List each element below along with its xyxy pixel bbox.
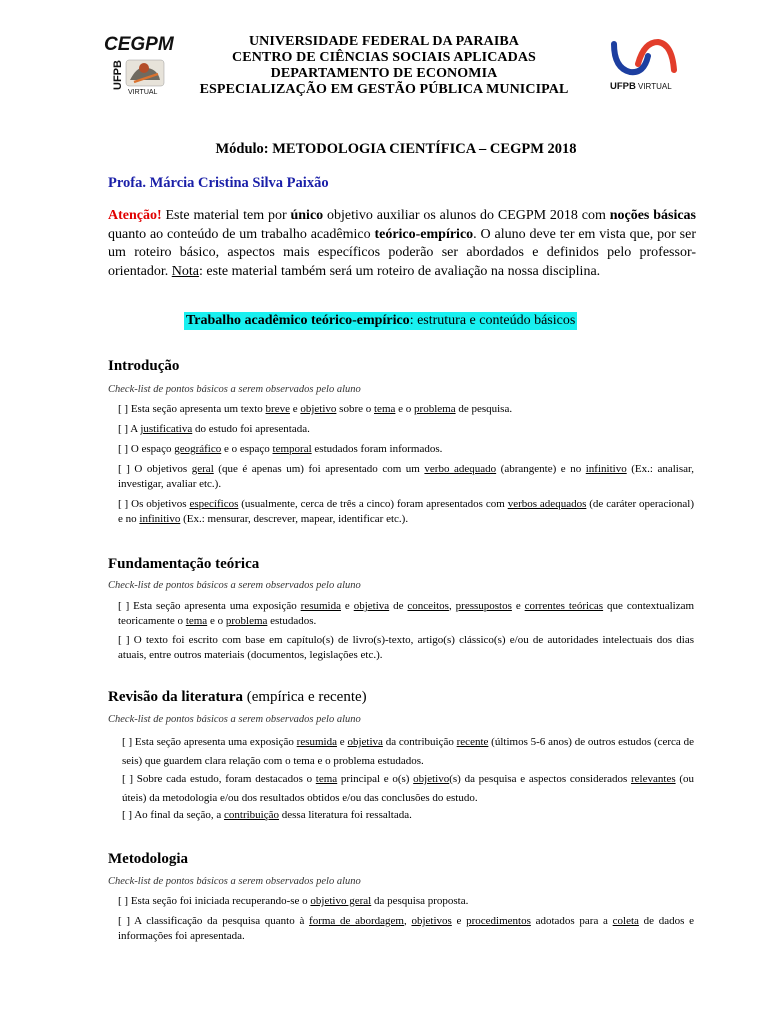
svg-text:UFPB: UFPB	[112, 60, 124, 90]
checklist-item: [ ] Ao final da seção, a contribuição dessa literatura foi ressaltada.	[122, 809, 412, 821]
professor-name: Profa. Márcia Cristina Silva Paixão	[108, 175, 329, 191]
header-centro: CENTRO DE CIÊNCIAS SOCIAIS APLICADAS	[232, 50, 536, 65]
checklist-item: [ ] Esta seção apresenta um texto breve e objetivo sobre o tema e o problema de pesquisa.	[118, 403, 513, 415]
module-title: Módulo: METODOLOGIA CIENTÍFICA – CEGPM 2018	[215, 141, 577, 157]
checklist-note: Check-list de pontos básicos a serem observados pelo aluno	[108, 714, 361, 725]
checklist-item: [ ] O espaço geográfico e o espaço temporal estudados foram informados.	[118, 443, 443, 455]
section-title-revisao: Revisão da literatura (empírica e recente)	[108, 689, 367, 705]
checklist-note: Check-list de pontos básicos a serem observados pelo aluno	[108, 384, 361, 395]
checklist-note: Check-list de pontos básicos a serem observados pelo aluno	[108, 876, 361, 887]
attention-paragraph: Atenção! Este material tem por único objetivo auxiliar os alunos do CEGPM 2018 com noções básicas quanto ao conteúdo de um trabalho acadêmico teórico-empírico. O aluno deve ter em vista que, por ser um roteiro básico, aspectos mais específicos poderão ser abordados e definidos pelo professor-orientador. Nota: este material também será um roteiro de avaliação na nossa disciplina.	[108, 208, 697, 279]
header-departamento: DEPARTAMENTO DE ECONOMIA	[270, 66, 498, 81]
checklist-item: [ ] Esta seção foi iniciada recuperando-se o objetivo geral da pesquisa proposta.	[118, 895, 469, 907]
checklist-item: [ ] Sobre cada estudo, foram destacados o tema principal e o(s) objetivo(s) da pesquisa e aspectos considerados relevantes (ou úteis) da metodologia e/ou dos resultados obtidos e/ou das conclusões do estudo.	[122, 773, 694, 804]
section-title-fundamentacao: Fundamentação teórica	[108, 556, 260, 572]
svg-text:VIRTUAL: VIRTUAL	[638, 82, 672, 91]
checklist-item: [ ] O texto foi escrito com base em capítulo(s) de livro(s)-texto, artigo(s) clássico(s) e/ou de autoridades intelectuais dos dias atuais, entre outros materiais (documentos, legislações etc.).	[118, 634, 694, 661]
attention-label: Atenção!	[108, 208, 162, 223]
svg-text:UFPB: UFPB	[610, 81, 636, 92]
checklist-item: [ ] Os objetivos específicos (usualmente, cerca de três a cinco) foram apresentados com verbos adequados (de caráter operacional) e no infinitivo (Ex.: mensurar, descrever, mapear, identificar etc.).	[118, 498, 694, 525]
ufpb-virtual-logo	[608, 34, 682, 94]
section-title-metodologia: Metodologia	[108, 851, 188, 867]
checklist-item: [ ] Esta seção apresenta uma exposição resumida e objetiva de conceitos, pressupostos e correntes teóricas que contextualizam teoricamente o tema e o problema estudados.	[118, 600, 695, 627]
header-university: UNIVERSIDADE FEDERAL DA PARAIBA	[248, 34, 520, 49]
checklist-item: [ ] O objetivos geral (que é apenas um) foi apresentado com um verbo adequado (abrangente) e no infinitivo (Ex.: analisar, investigar, avaliar etc.).	[118, 463, 694, 490]
checklist-item: [ ] Esta seção apresenta uma exposição resumida e objetiva da contribuição recente (últimos 5-6 anos) de outros estudos (cerca de seis) que guardem clara relação com o tema e o problema estudados.	[122, 736, 694, 767]
section-title-introducao: Introdução	[108, 358, 180, 374]
checklist-note: Check-list de pontos básicos a serem observados pelo aluno	[108, 580, 361, 591]
svg-text:CEGPM: CEGPM	[104, 34, 174, 55]
svg-text:VIRTUAL: VIRTUAL	[128, 89, 158, 96]
checklist-item: [ ] A classificação da pesquisa quanto à forma de abordagem, objetivos e procedimentos adotados para a coleta de dados e informações foi apresentada.	[118, 915, 694, 942]
highlight-banner: Trabalho acadêmico teórico-empírico: estrutura e conteúdo básicos	[186, 313, 576, 328]
checklist-item: [ ] A justificativa do estudo foi apresentada.	[118, 423, 310, 435]
header-especializacao: ESPECIALIZAÇÃO EM GESTÃO PÚBLICA MUNICIPAL	[199, 82, 569, 97]
